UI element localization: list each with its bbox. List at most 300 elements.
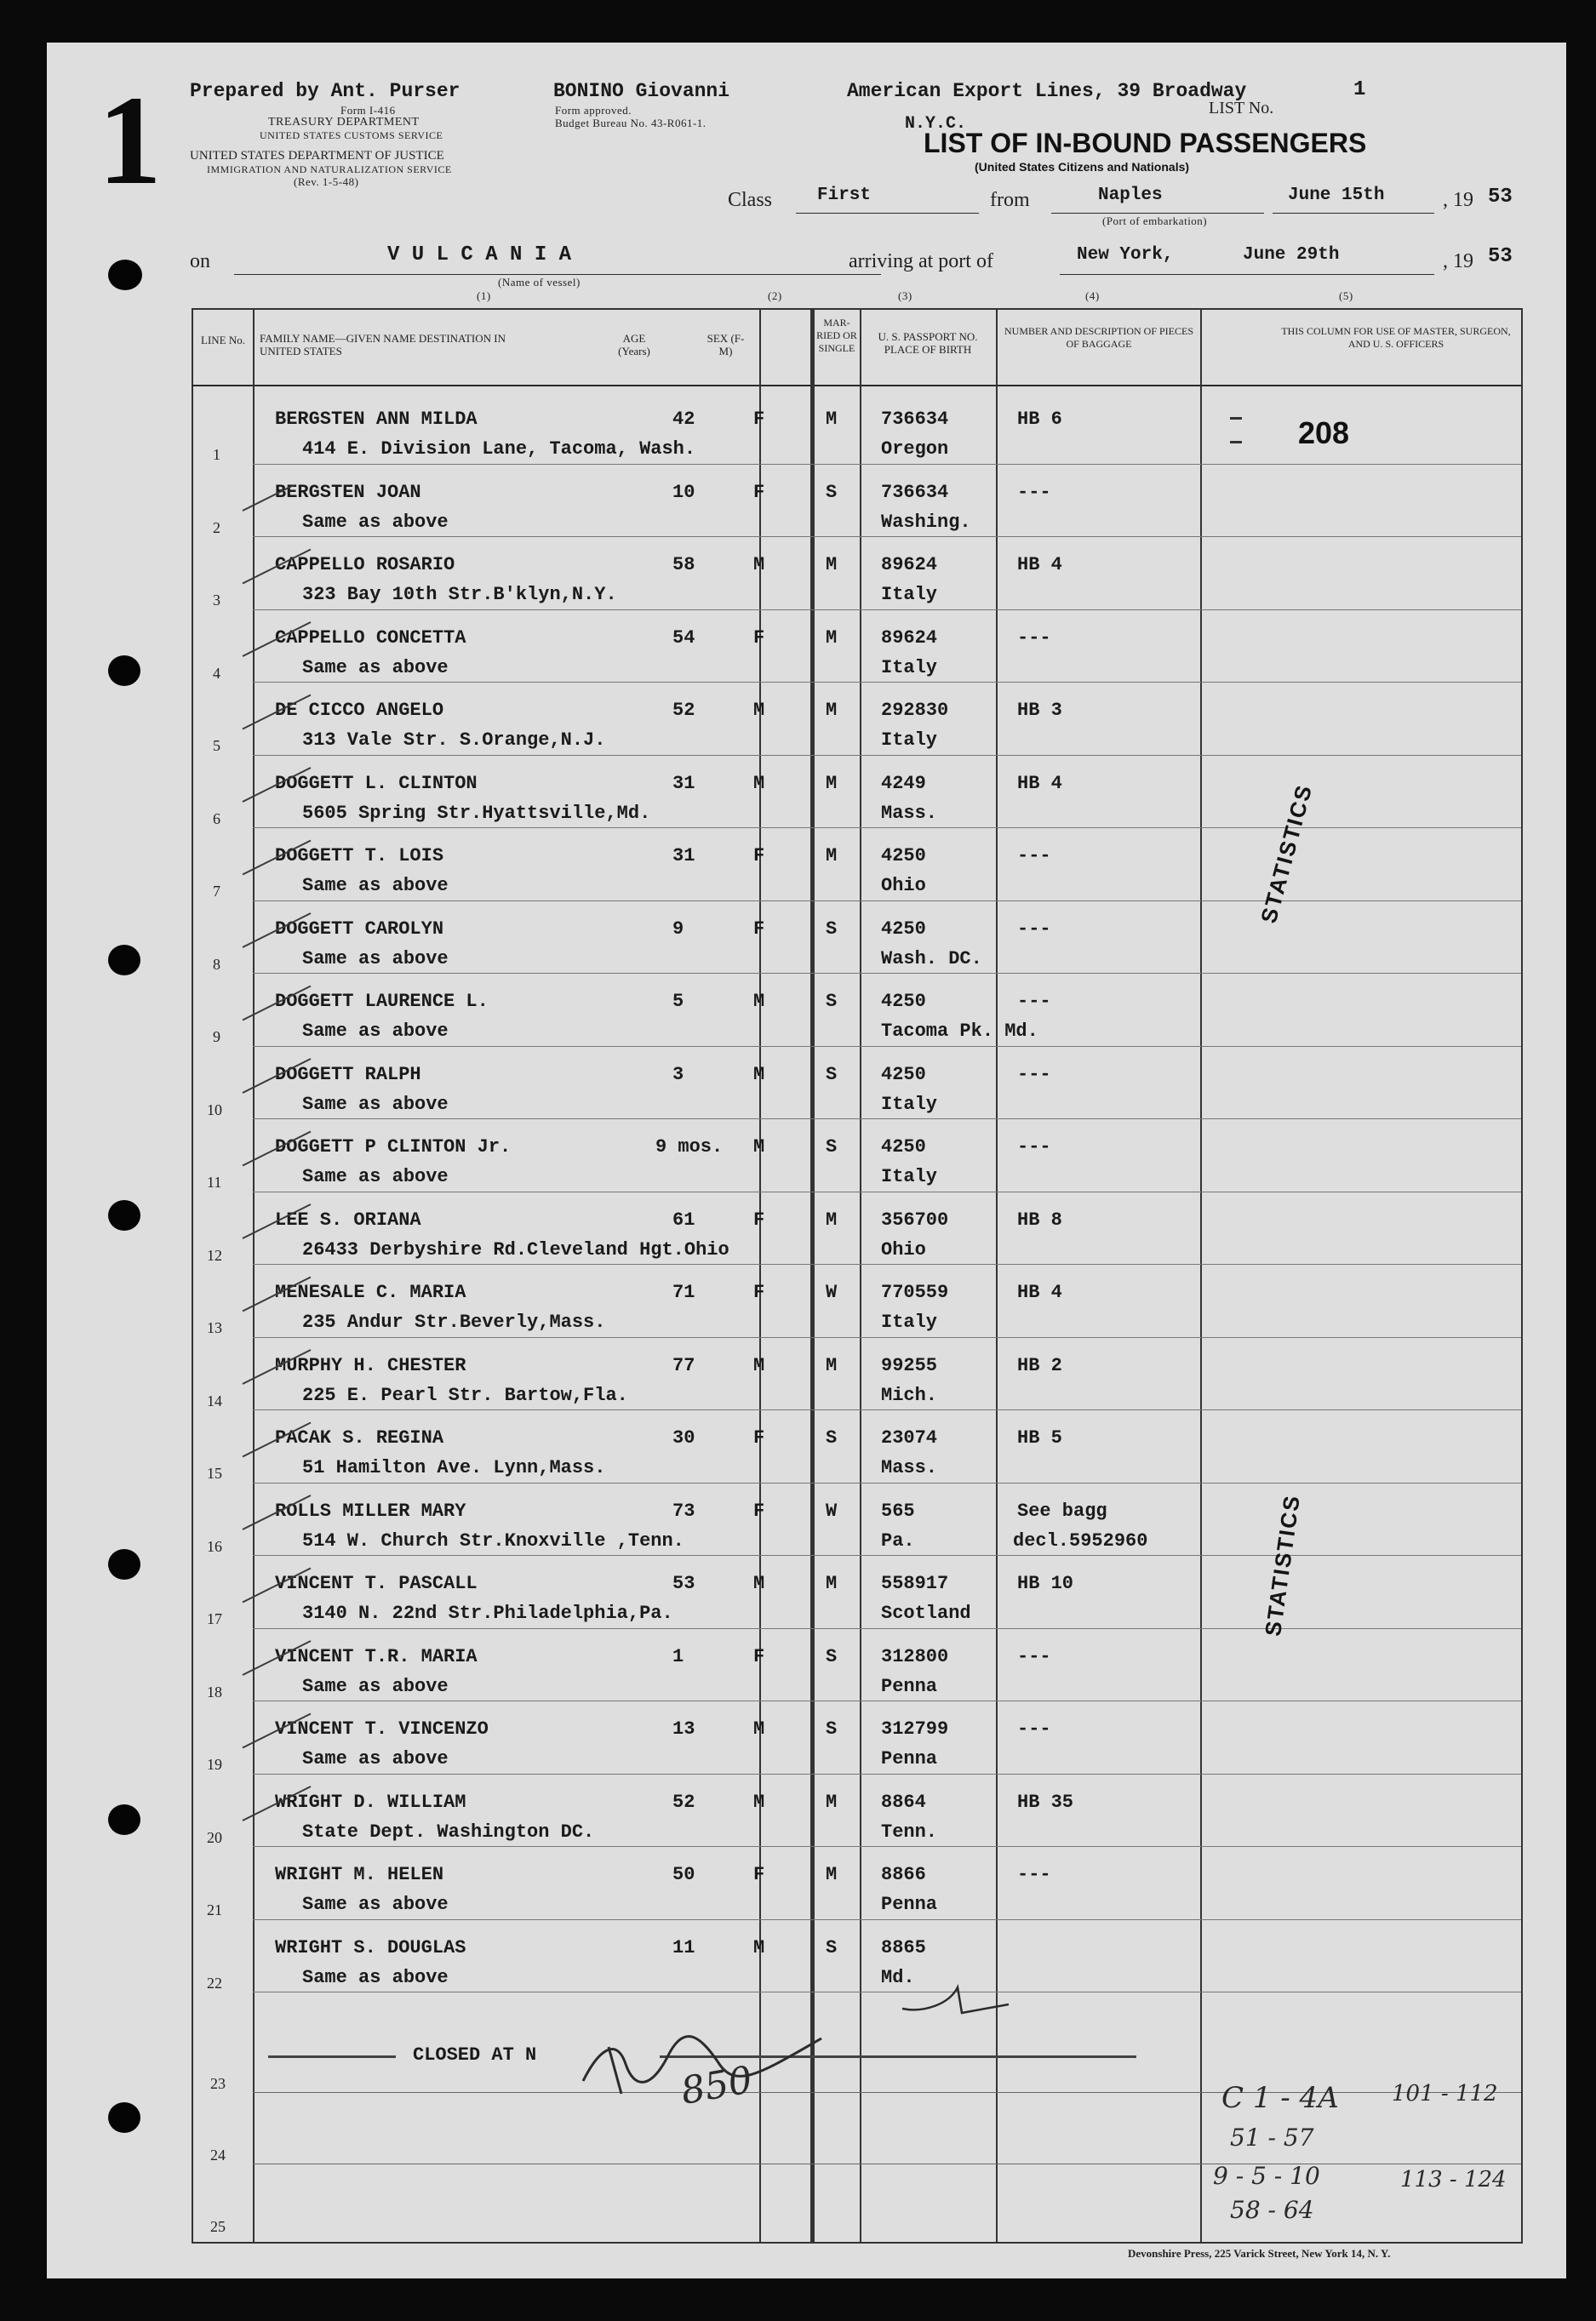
passenger-age: 1 (672, 1645, 684, 1667)
passenger-sex: F (753, 1864, 765, 1885)
row-divider (253, 536, 1521, 537)
tally-mark (243, 1714, 311, 1748)
place-of-birth: Ohio (881, 1238, 926, 1261)
passenger-destination: Same as above (302, 656, 449, 678)
marital-status: S (826, 1645, 838, 1667)
passenger-destination: Same as above (302, 1093, 449, 1115)
line-number: 19 (207, 1756, 222, 1773)
year-1: 53 (1488, 186, 1513, 209)
passenger-name: WRIGHT D. WILLIAM (275, 1791, 466, 1813)
marital-status: S (826, 1427, 838, 1449)
passenger-age: 31 (672, 772, 695, 794)
tally-mark (243, 1132, 311, 1166)
baggage: --- (1017, 991, 1051, 1012)
passenger-name: ROLLS MILLER MARY (275, 1500, 466, 1522)
passport-number: 4249 (881, 772, 926, 794)
marital-status: M (826, 1573, 838, 1594)
line-number: 9 (213, 1028, 220, 1045)
passenger-destination: Same as above (302, 1966, 449, 1988)
passport-number: 23074 (881, 1427, 938, 1449)
tally-mark (243, 1641, 311, 1675)
passenger-age: 11 (672, 1936, 695, 1958)
customs-service: UNITED STATES CUSTOMS SERVICE (260, 129, 443, 141)
page-title: LIST OF IN-BOUND PASSENGERS (924, 128, 1367, 158)
handwritten-note: 9 - 5 - 10 (1213, 2162, 1320, 2190)
baggage: HB 5 (1017, 1427, 1062, 1449)
arrival-underline (1060, 274, 1434, 275)
line-number: 25 (210, 2218, 226, 2235)
place-of-birth: Italy (881, 1166, 938, 1187)
col-divider (996, 308, 998, 2242)
row-divider (253, 1628, 1521, 1629)
handwritten-note: 101 - 112 (1392, 2081, 1498, 2107)
row-divider (253, 1555, 1521, 1556)
passport-number: 4250 (881, 991, 926, 1012)
tally-mark (243, 986, 311, 1020)
tally-marks (226, 485, 319, 1847)
baggage: See bagg (1017, 1500, 1107, 1522)
marital-status: M (826, 554, 838, 575)
baggage: HB 10 (1017, 1573, 1074, 1594)
line-number: 20 (207, 1828, 222, 1846)
passenger-destination: 323 Bay 10th Str.B'klyn,N.Y. (302, 584, 617, 605)
row-divider (253, 1409, 1521, 1410)
justice-dept: UNITED STATES DEPARTMENT OF JUSTICE (190, 149, 444, 163)
passenger-name: CAPPELLO ROSARIO (275, 554, 455, 575)
col-num-5: (5) (1339, 289, 1353, 302)
passenger-name: CAPPELLO CONCETTA (275, 626, 466, 649)
line-number: 1 (213, 446, 220, 463)
passenger-destination: 225 E. Pearl Str. Bartow,Fla. (302, 1384, 628, 1406)
handwritten-note: 113 - 124 (1400, 2167, 1507, 2192)
passport-number: 8866 (881, 1864, 926, 1885)
passenger-name: DOGGETT RALPH (275, 1063, 421, 1085)
baggage: HB 2 (1017, 1354, 1062, 1376)
passenger-destination: Same as above (302, 1748, 449, 1769)
arrival-port: New York, (1077, 245, 1174, 265)
place-of-birth: Italy (881, 1093, 938, 1115)
baggage: --- (1017, 1864, 1051, 1885)
tally-mark (243, 695, 311, 729)
closed-dash-left (268, 2055, 396, 2058)
line-number: 7 (213, 883, 220, 900)
line-number: 15 (207, 1465, 222, 1482)
line-number: 14 (207, 1392, 222, 1409)
tally-mark (243, 1204, 311, 1238)
list-number-value: 1 (1353, 78, 1366, 101)
passport-number: 4250 (881, 1063, 926, 1085)
place-of-birth: Ohio (881, 875, 926, 896)
passenger-name: WRIGHT M. HELEN (275, 1864, 444, 1885)
row-divider (253, 827, 1521, 828)
baggage: --- (1017, 626, 1051, 649)
col-head-baggage: NUMBER AND DESCRIPTION OF PIECES OF BAGGAGE (1004, 325, 1194, 350)
place-of-birth: Penna (881, 1894, 938, 1915)
row-divider (253, 609, 1521, 610)
col-divider (860, 308, 861, 2242)
marital-status: M (826, 700, 838, 721)
line-number: 10 (207, 1100, 222, 1118)
vessel-name: V U L C A N I A (387, 243, 572, 266)
passenger-name: MENESALE C. MARIA (275, 1282, 466, 1303)
place-of-birth: Md. (881, 1966, 915, 1988)
line-number: 4 (213, 664, 220, 682)
handwritten-signature (575, 2030, 830, 2098)
passenger-destination: 51 Hamilton Ave. Lynn,Mass. (302, 1457, 606, 1478)
baggage: HB 4 (1017, 772, 1062, 794)
passenger-sex: M (753, 1136, 765, 1158)
passenger-age: 77 (672, 1354, 695, 1376)
place-of-birth: Penna (881, 1748, 938, 1769)
passenger-sex: M (753, 554, 765, 575)
baggage: HB 6 (1017, 409, 1062, 430)
line-number: 5 (213, 737, 220, 754)
line-number: 6 (213, 809, 220, 827)
line-number: 16 (207, 1537, 222, 1555)
row-divider (253, 682, 1521, 683)
line-number: 2 (213, 518, 220, 536)
col-head-passport: U. S. PASSPORT NO. PLACE OF BIRTH (878, 330, 978, 356)
place-of-birth: Oregon (881, 438, 949, 460)
tally-mark (243, 913, 311, 947)
from-label: from (990, 189, 1030, 211)
vessel-caption: (Name of vessel) (498, 276, 581, 289)
row-divider (253, 1846, 1521, 1847)
baggage: --- (1017, 1136, 1051, 1158)
line-number: 21 (207, 1901, 222, 1918)
tally-mark (243, 622, 311, 656)
passenger-name: DE CICCO ANGELO (275, 700, 444, 721)
closed-at-label: CLOSED AT N (413, 2044, 537, 2066)
passenger-destination: Same as above (302, 1894, 449, 1915)
marital-status: M (826, 845, 838, 866)
passenger-sex: M (753, 772, 765, 794)
tally-mark (243, 1569, 311, 1603)
passenger-sex: M (753, 700, 765, 721)
row-divider (253, 1337, 1521, 1338)
passenger-name: WRIGHT S. DOUGLAS (275, 1936, 466, 1958)
passenger-sex: F (753, 1282, 765, 1303)
passport-number: 312800 (881, 1645, 949, 1667)
place-of-birth: Pa. (881, 1529, 915, 1552)
tally-mark (243, 550, 311, 584)
marital-status: M (826, 1864, 838, 1885)
class-underline (796, 213, 979, 214)
passenger-name: MURPHY H. CHESTER (275, 1354, 466, 1376)
tally-mark (243, 1786, 311, 1821)
passport-number: 770559 (881, 1282, 949, 1303)
passport-number: 4250 (881, 1136, 926, 1158)
count-dash (1230, 441, 1242, 443)
marital-status: M (826, 772, 838, 794)
passenger-age: 58 (672, 554, 695, 575)
passenger-sex: M (753, 991, 765, 1012)
passport-number: 565 (881, 1500, 915, 1522)
place-of-birth: Mass. (881, 1457, 938, 1478)
binder-hole (108, 1804, 140, 1835)
row-divider (253, 1046, 1521, 1047)
purser-name: BONINO Giovanni (553, 80, 730, 102)
from-underline (1051, 213, 1264, 214)
marital-status: M (826, 1209, 838, 1231)
passenger-sex: F (753, 409, 765, 430)
passenger-destination: Same as above (302, 1020, 449, 1042)
passenger-name: DOGGETT L. CLINTON (275, 772, 478, 794)
passport-number: 99255 (881, 1354, 938, 1376)
baggage: HB 4 (1017, 1282, 1062, 1303)
marital-status: S (826, 1136, 838, 1158)
col-divider (813, 308, 815, 2242)
passenger-name: DOGGETT P CLINTON Jr. (275, 1136, 512, 1158)
departure-date: June 15th (1288, 186, 1385, 205)
passenger-destination: 313 Vale Str. S.Orange,N.J. (302, 729, 606, 751)
passport-number: 89624 (881, 554, 938, 575)
class-label: Class (728, 189, 773, 211)
year-prefix-2: , 19 (1443, 250, 1473, 272)
handwritten-note: 58 - 64 (1230, 2196, 1314, 2224)
statistics-stamp: STATISTICS (1256, 780, 1318, 926)
manifest-sheet (47, 43, 1566, 2278)
line-number: 23 (210, 2075, 226, 2092)
baggage-declaration: decl.5952960 (1013, 1529, 1148, 1552)
marital-status: S (826, 481, 838, 503)
year-prefix-1: , 19 (1443, 189, 1473, 211)
passenger-age: 52 (672, 1791, 695, 1813)
place-of-birth: Scotland (881, 1603, 971, 1624)
list-big-number: 1 (98, 70, 162, 211)
from-value: Naples (1098, 186, 1163, 205)
passenger-destination: Same as above (302, 947, 449, 969)
vessel-underline (234, 274, 881, 275)
passenger-destination: 235 Andur Str.Beverly,Mass. (302, 1312, 606, 1333)
col-num-1: (1) (477, 289, 491, 302)
baggage: --- (1017, 918, 1051, 940)
marital-status: M (826, 626, 838, 649)
list-no-label: LIST No. (1209, 99, 1274, 117)
class-value: First (817, 186, 872, 205)
row-divider (253, 1774, 1521, 1775)
count-dash (1230, 417, 1242, 420)
date-underline (1273, 213, 1434, 214)
passenger-sex: F (753, 626, 765, 649)
passenger-name: VINCENT T. PASCALL (275, 1573, 478, 1594)
passport-number: 89624 (881, 626, 938, 649)
passenger-destination: Same as above (302, 511, 449, 533)
place-of-birth: Italy (881, 656, 938, 678)
tally-mark (243, 1495, 311, 1529)
col-head-age: AGE (Years) (618, 332, 650, 357)
line-number: 18 (207, 1683, 222, 1701)
ins-service: IMMIGRATION AND NATURALIZATION SERVICE (207, 163, 452, 175)
passenger-sex: M (753, 1936, 765, 1958)
place-of-birth: Italy (881, 584, 938, 605)
col-divider (810, 308, 812, 2242)
col-num-4: (4) (1085, 289, 1100, 302)
passenger-age: 3 (672, 1063, 684, 1085)
passenger-name: VINCENT T.R. MARIA (275, 1645, 478, 1667)
binder-hole (108, 655, 140, 686)
passenger-name: DOGGETT LAURENCE L. (275, 991, 489, 1012)
printer-imprint: Devonshire Press, 225 Varick Street, New York 14, N. Y. (1128, 2247, 1391, 2260)
marital-status: W (826, 1282, 838, 1303)
marital-status: S (826, 991, 838, 1012)
place-of-birth: Mass. (881, 802, 938, 824)
place-of-birth: Mich. (881, 1384, 938, 1406)
passport-number: 8864 (881, 1791, 926, 1813)
passenger-destination: 514 W. Church Str.Knoxville ,Tenn. (302, 1529, 684, 1552)
binder-hole (108, 2102, 140, 2133)
marital-status: S (826, 1936, 838, 1958)
treasury-dept: TREASURY DEPARTMENT (268, 116, 420, 129)
passenger-name: BERGSTEN ANN MILDA (275, 409, 478, 430)
place-of-birth: Tacoma Pk. Md. (881, 1020, 1038, 1042)
handwritten-note: C 1 - 4A (1221, 2081, 1339, 2115)
passenger-age: 42 (672, 409, 695, 430)
baggage: HB 3 (1017, 700, 1062, 721)
row-divider (253, 1264, 1521, 1265)
arrival-date: June 29th (1243, 245, 1340, 265)
passenger-destination: 414 E. Division Lane, Tacoma, Wash. (302, 438, 696, 460)
passport-number: 736634 (881, 409, 949, 430)
line-number: 22 (207, 1974, 222, 1992)
tally-mark (243, 1059, 311, 1093)
passenger-age: 9 mos. (655, 1136, 724, 1158)
passenger-sex: M (753, 1573, 765, 1594)
passenger-name: BERGSTEN JOAN (275, 481, 421, 503)
budget-bureau: Budget Bureau No. 43-R061-1. (555, 117, 706, 129)
place-of-birth: Penna (881, 1675, 938, 1697)
year-2: 53 (1488, 245, 1513, 268)
handwritten-check (898, 1979, 1017, 2021)
handwritten-note: 850 (678, 2058, 756, 2113)
passenger-destination: 3140 N. 22nd Str.Philadelphia,Pa. (302, 1603, 673, 1624)
passenger-destination: 5605 Spring Str.Hyattsville,Md. (302, 802, 651, 824)
col-head-sex: SEX (F-M) (706, 332, 745, 357)
place-of-birth: Italy (881, 729, 938, 751)
passport-number: 8865 (881, 1936, 926, 1958)
passenger-age: 30 (672, 1427, 695, 1449)
col-head-officers: THIS COLUMN FOR USE OF MASTER, SURGEON, AND U. S. OFFICERS (1281, 325, 1511, 350)
passenger-sex: F (753, 481, 765, 503)
line-number: 3 (213, 592, 220, 609)
place-of-birth: Washing. (881, 511, 971, 533)
passenger-age: 73 (672, 1500, 695, 1522)
passenger-sex: F (753, 1427, 765, 1449)
statistics-stamp: STATISTICS (1260, 1492, 1306, 1638)
binder-hole (108, 1200, 140, 1231)
passenger-destination: Same as above (302, 875, 449, 896)
line-number: 24 (210, 2147, 226, 2164)
row-divider (253, 973, 1521, 974)
line-number: 8 (213, 955, 220, 973)
row-divider (253, 1118, 1521, 1119)
passport-number: 736634 (881, 481, 949, 503)
baggage: HB 4 (1017, 554, 1062, 575)
passenger-sex: M (753, 1354, 765, 1376)
marital-status: W (826, 1500, 838, 1522)
handwritten-note: 51 - 57 (1230, 2124, 1314, 2152)
marital-status: S (826, 1718, 838, 1740)
passenger-sex: F (753, 1500, 765, 1522)
count-208: 208 (1298, 415, 1350, 450)
form-no: Form I-416 (340, 104, 396, 117)
tally-mark (243, 485, 311, 511)
passenger-age: 53 (672, 1573, 695, 1594)
line-city: N.Y.C. (905, 114, 967, 134)
row-divider (253, 464, 1521, 465)
tally-mark (243, 1423, 311, 1457)
passenger-sex: F (753, 1645, 765, 1667)
marital-status: M (826, 409, 838, 430)
baggage: --- (1017, 1063, 1051, 1085)
passenger-age: 9 (672, 918, 684, 940)
tally-mark (243, 1350, 311, 1384)
binder-hole (108, 945, 140, 975)
passenger-sex: F (753, 1209, 765, 1231)
passenger-age: 52 (672, 700, 695, 721)
col-num-2: (2) (768, 289, 782, 302)
baggage: HB 35 (1017, 1791, 1074, 1813)
line-number: 11 (207, 1174, 222, 1191)
baggage: --- (1017, 481, 1051, 503)
passenger-destination: Same as above (302, 1166, 449, 1187)
on-label: on (190, 250, 210, 272)
passenger-sex: F (753, 918, 765, 940)
passenger-name: PACAK S. REGINA (275, 1427, 444, 1449)
passenger-name: DOGGETT T. LOIS (275, 845, 444, 866)
form-approved: Form approved. (555, 104, 632, 117)
passenger-age: 5 (672, 991, 684, 1012)
passenger-sex: M (753, 1063, 765, 1085)
revision: (Rev. 1-5-48) (294, 175, 359, 188)
passenger-sex: M (753, 1791, 765, 1813)
header-divider (192, 385, 1521, 386)
prepared-by: Prepared by Ant. Purser (190, 80, 460, 102)
row-divider (253, 1919, 1521, 1920)
line-name: American Export Lines, 39 Broadway (847, 80, 1247, 102)
baggage: --- (1017, 845, 1051, 866)
page-subtitle: (United States Citizens and Nationals) (975, 160, 1190, 174)
embark-caption: (Port of embarkation) (1102, 214, 1208, 227)
tally-mark (243, 841, 311, 875)
passenger-age: 31 (672, 845, 695, 866)
passenger-destination: 26433 Derbyshire Rd.Cleveland Hgt.Ohio (302, 1238, 729, 1261)
marital-status: S (826, 918, 838, 940)
arriving-label: arriving at port of (849, 250, 993, 272)
passenger-name: LEE S. ORIANA (275, 1209, 421, 1231)
binder-hole (108, 260, 142, 290)
col-divider (1200, 308, 1202, 2242)
line-number: 12 (207, 1246, 222, 1264)
place-of-birth: Italy (881, 1312, 938, 1333)
passenger-sex: F (753, 845, 765, 866)
passenger-age: 13 (672, 1718, 695, 1740)
row-divider (253, 900, 1521, 901)
marital-status: M (826, 1354, 838, 1376)
passport-number: 312799 (881, 1718, 949, 1740)
passenger-destination: Same as above (302, 1675, 449, 1697)
passenger-name: VINCENT T. VINCENZO (275, 1718, 489, 1740)
passenger-destination: State Dept. Washington DC. (302, 1821, 595, 1843)
passenger-age: 61 (672, 1209, 695, 1231)
passport-number: 356700 (881, 1209, 949, 1231)
marital-status: M (826, 1791, 838, 1813)
passenger-age: 54 (672, 626, 695, 649)
tally-mark (243, 768, 311, 802)
passport-number: 4250 (881, 845, 926, 866)
passenger-sex: M (753, 1718, 765, 1740)
line-number: 13 (207, 1319, 222, 1336)
